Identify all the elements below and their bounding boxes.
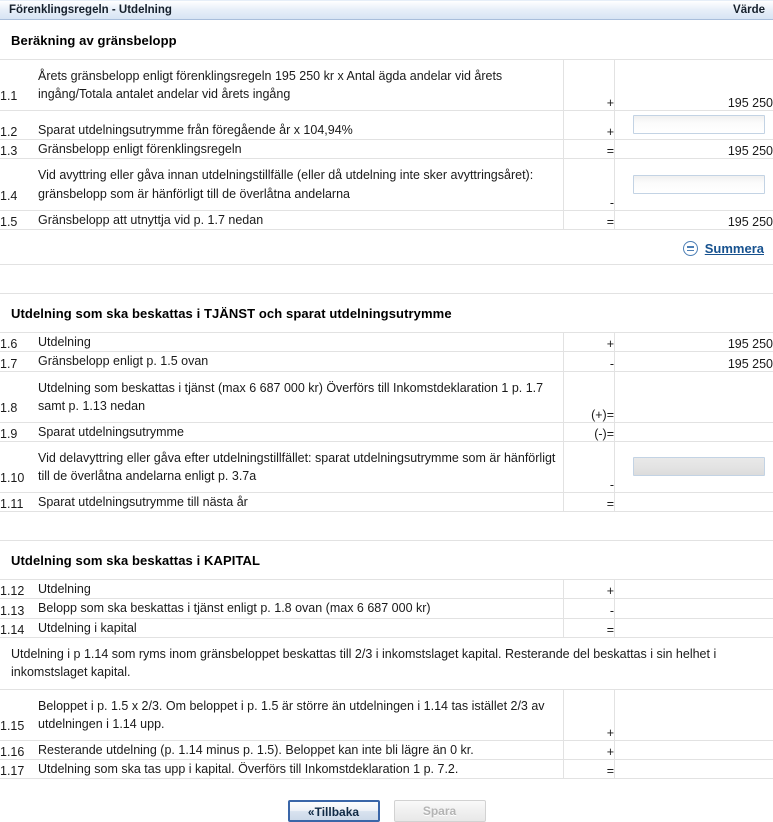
table-row — [0, 60, 773, 111]
row-label: Vid delavyttring eller gåva efter utdelningstillfället: sparat utdelningsutrymme som är hänförligt till de överlåtna andelarna enligt p. 3.7a — [38, 441, 564, 492]
row-value: 195 250 — [615, 333, 773, 352]
table-tjanst — [0, 332, 773, 512]
amount-input-1-2[interactable] — [633, 115, 765, 134]
row-operator: + — [564, 333, 615, 352]
row-operator: + — [564, 741, 615, 760]
row-operator: = — [564, 493, 615, 512]
section-gap — [0, 265, 773, 294]
row-operator: - — [564, 599, 615, 618]
row-label: Utdelning som ska tas upp i kapital. Överförs till Inkomstdeklaration 1 p. 7.2. — [38, 760, 564, 779]
row-value: 195 250 — [615, 210, 773, 229]
row-value — [615, 422, 773, 441]
form-page — [0, 20, 773, 822]
amount-input-1-10 — [633, 457, 765, 476]
section-heading-kapital: Utdelning som ska beskattas i KAPITAL — [0, 541, 773, 579]
summera-control[interactable] — [683, 241, 764, 256]
table-row — [0, 599, 773, 618]
row-number: 1.13 — [0, 599, 38, 618]
info-text: Utdelning i p 1.14 som ryms inom gränsbeloppet beskattas till 2/3 i inkomstslaget kapital. Resterande del beskattas i sin helhet i inkomstslaget kapital. — [0, 637, 773, 689]
row-value: 195 250 — [615, 140, 773, 159]
row-value: 195 250 — [615, 352, 773, 371]
row-label: Sparat utdelningsutrymme — [38, 422, 564, 441]
table-kapital — [0, 579, 773, 779]
row-operator: = — [564, 618, 615, 637]
save-button: Spara — [394, 800, 486, 822]
row-value-cell — [615, 159, 773, 210]
row-operator: = — [564, 140, 615, 159]
amount-input-1-4[interactable] — [633, 175, 765, 194]
section-heading-tjanst: Utdelning som ska beskattas i TJÄNST och sparat utdelningsutrymme — [0, 294, 773, 332]
table-row — [0, 441, 773, 492]
row-value — [615, 760, 773, 779]
row-operator: - — [564, 159, 615, 210]
row-number: 1.2 — [0, 111, 38, 140]
table-row — [0, 618, 773, 637]
row-operator: - — [564, 352, 615, 371]
table-row — [0, 159, 773, 210]
row-number: 1.12 — [0, 580, 38, 599]
row-operator: + — [564, 60, 615, 111]
row-operator: (+)= — [564, 371, 615, 422]
row-label: Gränsbelopp enligt p. 1.5 ovan — [38, 352, 564, 371]
row-label: Gränsbelopp att utnyttja vid p. 1.7 nedan — [38, 210, 564, 229]
row-label: Årets gränsbelopp enligt förenklingsregeln 195 250 kr x Antal ägda andelar vid årets ingång/Totala antalet andelar vid årets ingång — [38, 60, 564, 111]
row-number: 1.5 — [0, 210, 38, 229]
row-value — [615, 599, 773, 618]
row-value — [615, 371, 773, 422]
row-number: 1.9 — [0, 422, 38, 441]
row-operator: + — [564, 689, 615, 740]
window-title: Förenklingsregeln - Utdelning — [9, 4, 172, 16]
row-operator: + — [564, 111, 615, 140]
row-value — [615, 689, 773, 740]
row-label: Gränsbelopp enligt förenklingsregeln — [38, 140, 564, 159]
row-number: 1.4 — [0, 159, 38, 210]
value-column-header: Värde — [733, 4, 765, 16]
table-row — [0, 333, 773, 352]
row-label: Utdelning — [38, 333, 564, 352]
row-label: Sparat utdelningsutrymme från föregående år x 104,94% — [38, 111, 564, 140]
table-row — [0, 760, 773, 779]
row-value — [615, 741, 773, 760]
row-label: Beloppet i p. 1.5 x 2/3. Om beloppet i p. 1.5 är större än utdelningen i 1.14 tas istället 2/3 av utdelningen i 1.14 upp. — [38, 689, 564, 740]
row-number: 1.8 — [0, 371, 38, 422]
table-row — [0, 580, 773, 599]
table-row — [0, 352, 773, 371]
row-value: 195 250 — [615, 60, 773, 111]
window-titlebar — [0, 0, 773, 20]
row-label: Utdelning — [38, 580, 564, 599]
row-label: Vid avyttring eller gåva innan utdelningstillfälle (eller då utdelning inte sker avyttringsåret): gränsbelopp som är hänförligt till de överlåtna andelarna — [38, 159, 564, 210]
back-button[interactable]: «Tillbaka — [288, 800, 380, 822]
row-number: 1.17 — [0, 760, 38, 779]
summera-link[interactable]: Summera — [705, 241, 764, 256]
row-number: 1.11 — [0, 493, 38, 512]
row-number: 1.7 — [0, 352, 38, 371]
circled-equals-icon — [683, 241, 698, 256]
table-row — [0, 140, 773, 159]
info-text-row — [0, 637, 773, 689]
summera-row — [0, 229, 773, 265]
row-operator: (-)= — [564, 422, 615, 441]
row-value-cell — [615, 441, 773, 492]
summera-cell — [0, 229, 773, 265]
table-row — [0, 371, 773, 422]
row-value — [615, 618, 773, 637]
form-footer — [0, 779, 773, 822]
table-row — [0, 210, 773, 229]
row-operator: = — [564, 760, 615, 779]
row-number: 1.10 — [0, 441, 38, 492]
table-row — [0, 493, 773, 512]
row-number: 1.1 — [0, 60, 38, 111]
row-value-cell — [615, 111, 773, 140]
table-row — [0, 111, 773, 140]
row-label: Belopp som ska beskattas i tjänst enligt p. 1.8 ovan (max 6 687 000 kr) — [38, 599, 564, 618]
row-number: 1.3 — [0, 140, 38, 159]
table-row — [0, 689, 773, 740]
row-number: 1.6 — [0, 333, 38, 352]
row-label: Sparat utdelningsutrymme till nästa år — [38, 493, 564, 512]
section-gap — [0, 512, 773, 541]
row-label: Utdelning i kapital — [38, 618, 564, 637]
table-berakning-av-gransbelopp — [0, 59, 773, 265]
table-row — [0, 422, 773, 441]
row-label: Resterande utdelning (p. 1.14 minus p. 1.5). Beloppet kan inte bli lägre än 0 kr. — [38, 741, 564, 760]
row-value — [615, 580, 773, 599]
row-number: 1.14 — [0, 618, 38, 637]
row-label: Utdelning som beskattas i tjänst (max 6 687 000 kr) Överförs till Inkomstdeklaration 1 p. 1.7 samt p. 1.13 nedan — [38, 371, 564, 422]
row-operator: + — [564, 580, 615, 599]
row-operator: = — [564, 210, 615, 229]
section-heading-berakning: Beräkning av gränsbelopp — [0, 20, 773, 59]
row-operator: - — [564, 441, 615, 492]
row-value — [615, 493, 773, 512]
row-number: 1.16 — [0, 741, 38, 760]
row-number: 1.15 — [0, 689, 38, 740]
table-row — [0, 741, 773, 760]
